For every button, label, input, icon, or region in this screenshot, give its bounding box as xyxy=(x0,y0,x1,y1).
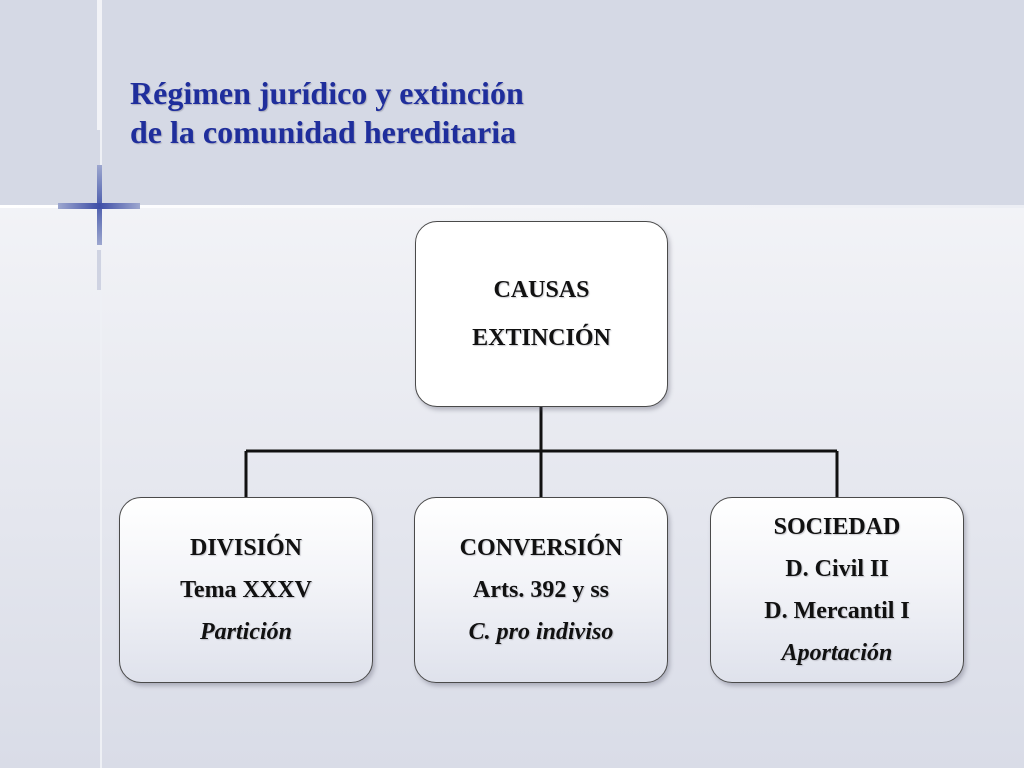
node-conversion-line-1: CONVERSIÓN xyxy=(459,535,623,561)
node-division-line-1: DIVISIÓN xyxy=(189,535,303,561)
node-conversion-line-2: Arts. 392 y ss xyxy=(473,577,609,603)
node-sociedad-line-1: SOCIEDAD xyxy=(773,514,901,540)
node-sociedad-line-3: D. Mercantil I xyxy=(764,598,910,624)
node-root-line-2: EXTINCIÓN xyxy=(472,325,611,351)
node-causas-extincion xyxy=(415,221,668,407)
slide-title-line-2: de la comunidad hereditaria xyxy=(130,114,517,150)
node-division-line-2: Tema XXXV xyxy=(180,577,312,603)
node-conversion-line-3: C. pro indiviso xyxy=(468,619,614,645)
node-sociedad-line-2: D. Civil II xyxy=(785,556,889,582)
node-division-line-3: Partición xyxy=(199,619,292,645)
node-conversion xyxy=(414,497,668,683)
node-division xyxy=(119,497,373,683)
slide-title-line-1: Régimen jurídico y extinción xyxy=(130,75,524,111)
node-sociedad-line-4: Aportación xyxy=(781,640,893,666)
node-root-line-1: CAUSAS xyxy=(493,277,590,303)
node-sociedad xyxy=(710,497,964,683)
